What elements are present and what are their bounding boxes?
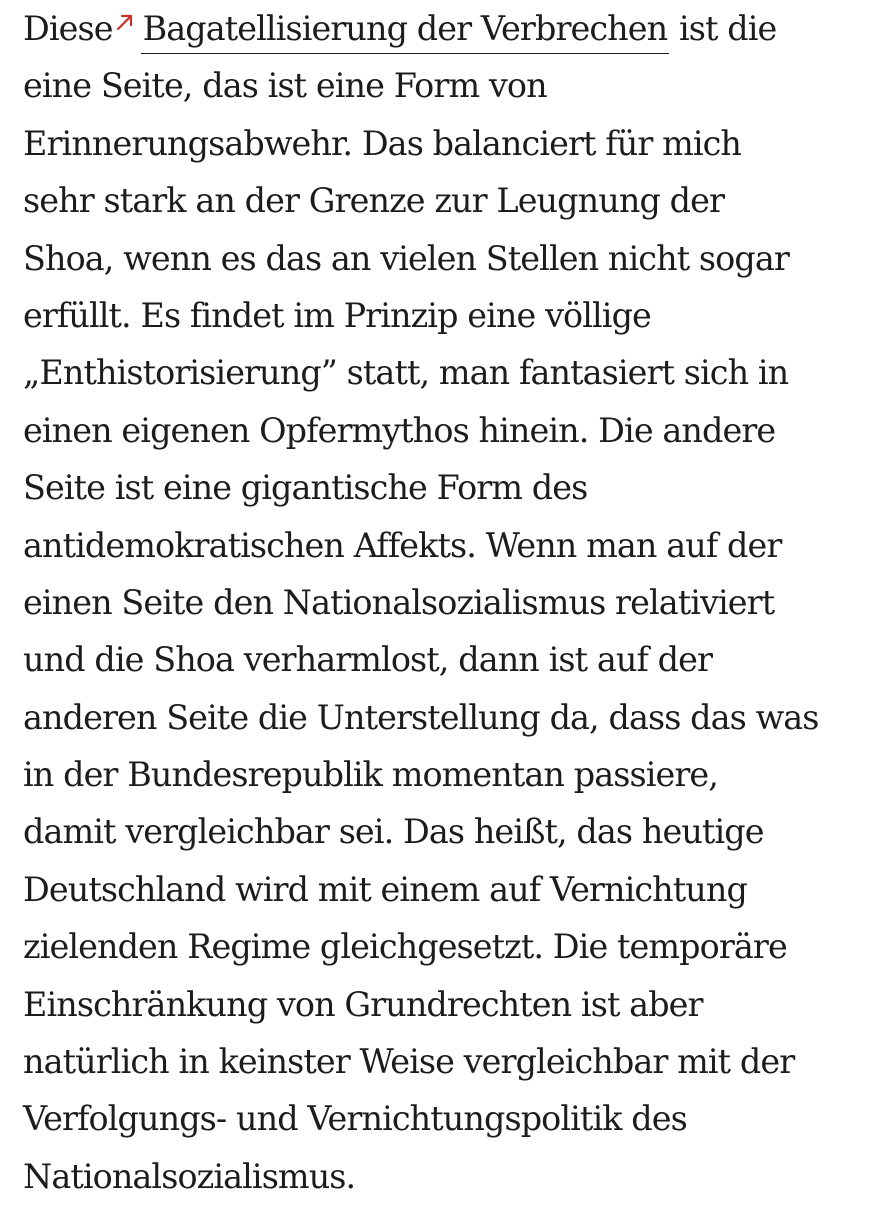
text-line: anderen Seite die Unterstellung da, dass das was [23,697,819,737]
text-line: Erinnerungsabwehr. Das balanciert für mich [23,123,742,163]
text-line: Nationalsozialismus. [23,1156,356,1196]
text-line: zielenden Regime gleichgesetzt. Die temporäre [23,927,787,967]
text-line: Einschränkung von Grundrechten ist aber [23,984,703,1024]
text-line: Shoa, wenn es das an vielen Stellen nicht sogar [23,238,789,278]
text-line: sehr stark an der Grenze zur Leugnung der [23,181,725,221]
text-line: erfüllt. Es findet im Prinzip eine völlige [23,295,651,335]
lead-text: Diese [23,9,113,48]
article-link[interactable]: Bagatellisierung der Verbrechen [141,9,670,54]
text-line-1 [23,0,883,57]
text-line: antidemokratischen Affekts. Wenn man auf der [23,525,782,565]
text-line: einen Seite den Nationalsozialismus relativiert [23,582,775,622]
arrow-up-right-icon [115,12,135,32]
article-body [23,0,883,1205]
text-line: damit vergleichbar sei. Das heißt, das heutige [23,812,764,852]
text-line: einen eigenen Opfermythos hinein. Die andere [23,410,776,450]
text-line: Verfolgungs- und Vernichtungspolitik des [23,1099,687,1139]
text-line: und die Shoa verharmlost, dann ist auf der [23,640,713,680]
text-line: eine Seite, das ist eine Form von [23,66,547,106]
text-line: Deutschland wird mit einem auf Vernichtung [23,869,747,909]
text-line: natürlich in keinster Weise vergleichbar mit der [23,1042,795,1082]
after-link-text: ist die [678,9,777,48]
text-line: Seite ist eine gigantische Form des [23,468,588,508]
text-line: „Enthistorisierung” statt, man fantasiert sich in [23,353,789,393]
text-line: in der Bundesrepublik momentan passiere, [23,755,718,795]
